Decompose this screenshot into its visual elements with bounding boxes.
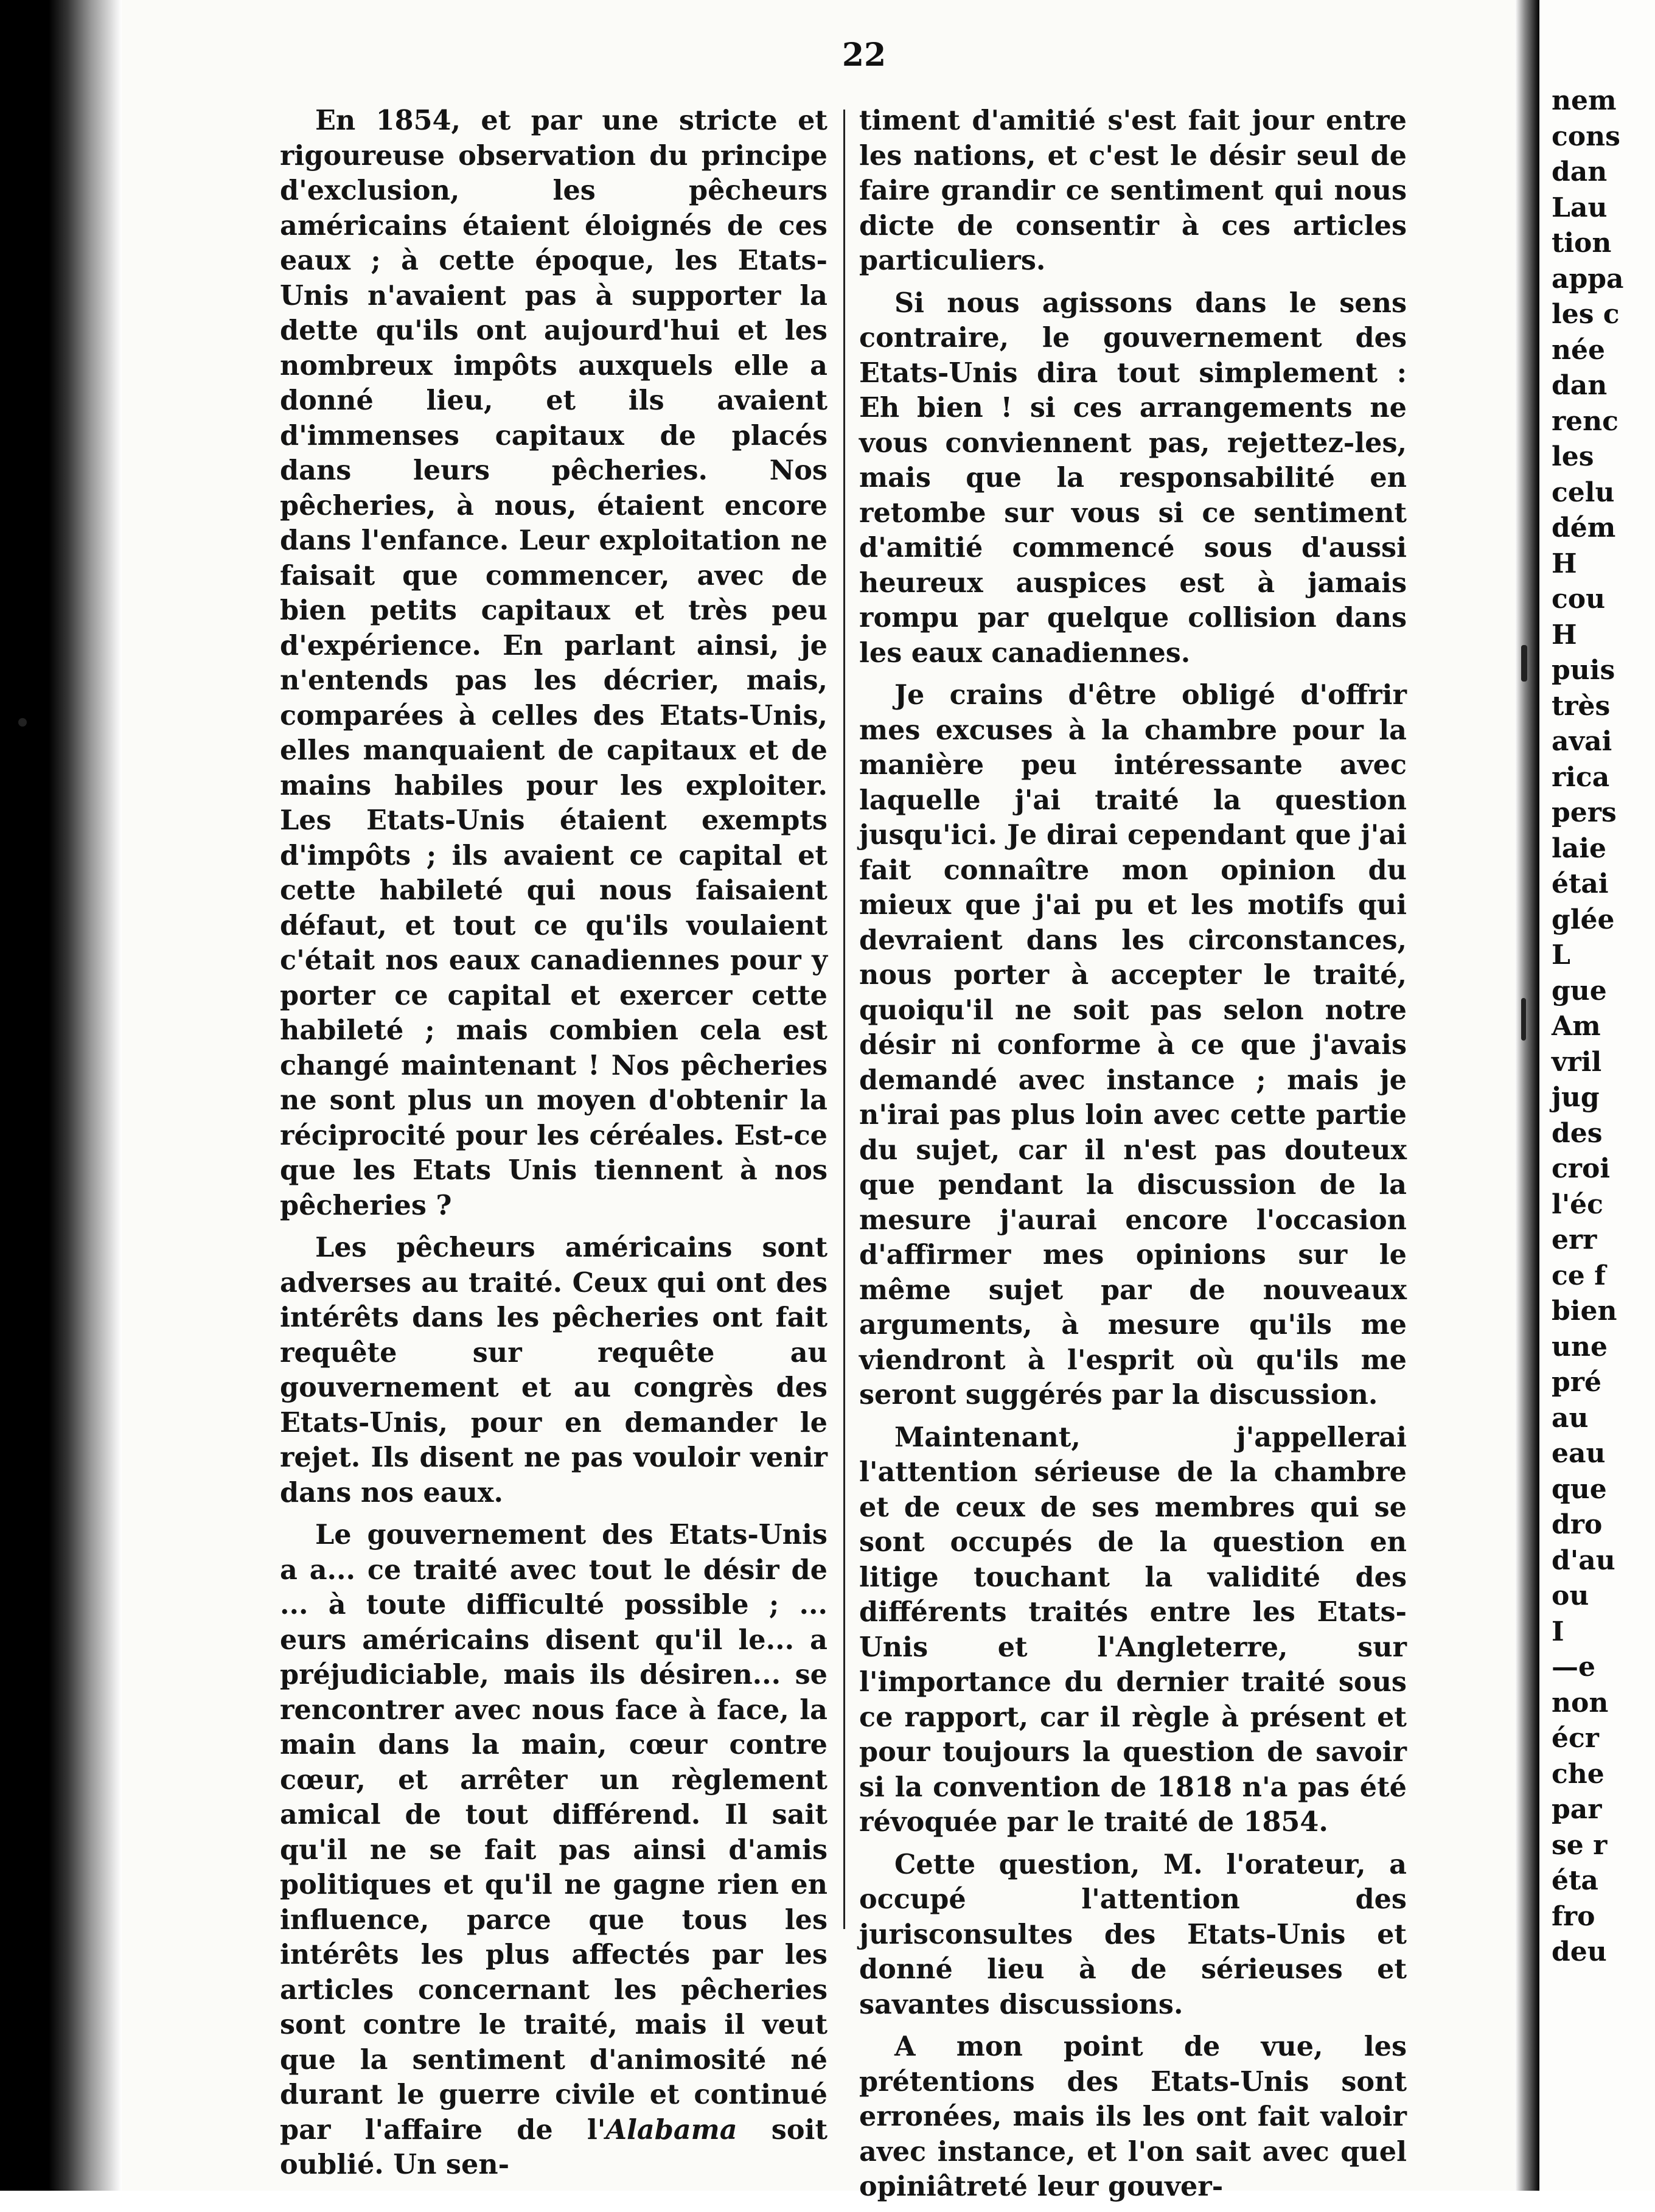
next-page-fragment: H	[1552, 548, 1577, 579]
next-page-fragment: née	[1552, 334, 1605, 366]
next-page-fragment: err	[1552, 1224, 1597, 1255]
right-paragraph-5: Cette question, M. l'orateur, a occupé l'attention des jurisconsultes des Etats-Unis et donné lieu à de sérieuses et savantes discussions.	[859, 1848, 1407, 2020]
next-page-fragment: dan	[1552, 370, 1608, 401]
next-page-fragment: eau	[1552, 1438, 1606, 1469]
next-page-fragment: renc	[1552, 405, 1618, 437]
next-page-fragment: puis	[1552, 655, 1615, 686]
left-paragraph-2: Les pêcheurs américains sont adverses au traité. Ceux qui ont des intérêts dans les pêcheries ont fait requête sur requête au gouvernement et au congrès des Etats-Unis, pour en demander le rejet. Ils disent ne pas vouloir venir dans nos eaux.	[280, 1232, 827, 1509]
next-page-fragment: au	[1552, 1402, 1589, 1434]
next-page-fragment: ce f	[1552, 1260, 1606, 1291]
next-page-fragment: dro	[1552, 1509, 1603, 1540]
next-page-fragment: écr	[1552, 1723, 1599, 1754]
next-page-fragment: par	[1552, 1794, 1602, 1825]
next-page-fragment: non	[1552, 1687, 1609, 1718]
next-page-fragment: cons	[1552, 120, 1620, 152]
next-page-fragment: croi	[1552, 1153, 1611, 1184]
next-page-fragment: que	[1552, 1473, 1607, 1505]
right-paragraph-1: timent d'amitié s'est fait jour entre les nations, et c'est le désir seul de faire grandir ce sentiment qui nous dicte de consentir à ces articles particuliers.	[859, 105, 1407, 276]
next-page-fragment: se r	[1552, 1829, 1608, 1861]
next-page-fragment: nem	[1552, 85, 1617, 116]
next-page-fragment: les	[1552, 441, 1594, 472]
scan-speck	[1521, 645, 1527, 682]
next-page-fragment: étai	[1552, 868, 1609, 899]
right-paragraph-2: Si nous agissons dans le sens contraire, le gouvernement des Etats-Unis dira tout simplement : Eh bien ! si ces arrangements ne vous conviennent pas, rejettez-les, mais que la responsabilité en retombe sur vous si ce sentiment d'amitié commencé sous d'aussi heureux auspices est à jamais rompu par quelque collision dans les eaux canadiennes.	[859, 287, 1407, 669]
page-fold-shadow	[1515, 0, 1539, 2191]
next-page-fragment: H	[1552, 619, 1577, 651]
scan-speck	[1521, 998, 1526, 1041]
left-paragraph-1: En 1854, et par une stricte et rigoureuse observation du principe d'exclusion, les pêcheurs américains étaient éloignés de ces eaux ; à cette époque, les Etats-Unis n'avaient pas à supporter la dette qu'ils ont aujourd'hui et les nombreux impôts auxquels elle a donné lieu, et ils avaient d'immenses capitaux de placés dans leurs pêcheries. Nos pêcheries, à nous, étaient encore dans l'enfance. Leur exploitation ne faisait que commencer, avec de bien petits capitaux et très peu d'expérience. En parlant ainsi, je n'entends pas les décrier, mais, comparées à celles des Etats-Unis, elles manquaient de capitaux et de mains habiles pour les exploiter. Les Etats-Unis étaient exempts d'impôts ; ils avaient ce capital et cette habileté qui nous faisaient défaut, et tout ce qu'ils voulaient c'était nos eaux canadiennes pour y porter ce capital et exercer cette habileté ; mais combien cela est changé maintenant ! Nos pêcheries ne sont plus un moyen d'obtenir la réciprocité pour les céréales. Est-ce que les Etats Unis tiennent à nos pêcheries ?	[280, 105, 827, 1221]
next-page-fragment: Lau	[1552, 192, 1608, 223]
next-page-fragment: fro	[1552, 1900, 1595, 1932]
left-column	[280, 103, 827, 2190]
next-page-fragment: glée	[1552, 904, 1615, 935]
right-column	[859, 103, 1407, 2212]
next-page-fragment: les c	[1552, 299, 1620, 330]
next-page-fragment: I	[1552, 1616, 1564, 1647]
next-page-fragment: gue	[1552, 975, 1607, 1007]
next-page-fragment: L	[1552, 940, 1570, 971]
next-page-fragment: —e	[1552, 1652, 1595, 1683]
right-paragraph-4: Maintenant, j'appellerai l'attention sérieuse de la chambre et de ceux de ses membres qui se sont occupés de la question en litige touchant la validité des différents traités entre les Etats-Unis et l'Angleterre, sur l'importance du dernier traité sous ce rapport, car il règle à présent et pour toujours la question de savoir si la convention de 1818 n'a pas été révoquée par le traité de 1854.	[859, 1421, 1407, 1838]
next-page-fragment: bien	[1552, 1296, 1617, 1327]
next-page-fragment: dém	[1552, 512, 1616, 543]
scan-speck	[18, 718, 27, 727]
next-page-edge	[1539, 0, 1655, 2191]
next-page-fragment: éta	[1552, 1865, 1598, 1896]
left-paragraph-3-text: Le gouvernement des Etats-Unis a a... ce traité avec tout le désir de ... à toute difficulté possible ; ... eurs américains disent qu'il le... a préjudiciable, mais ils désiren... se rencontrer avec nous face à face, la main dans la main, cœur contre cœur, et arrêter un règlement amical de tout différend. Il sait qu'il ne se fait pas ainsi d'amis politiques et qu'il ne gagne rien en influence, parce que tous les intérêts les plus affectés par les articles concernant les pêcheries sont contre le traité, mais il veut que la sentiment d'animosité né durant le guerre civile et continué par l'affaire de l'	[280, 1519, 827, 2146]
right-paragraph-3: Je crains d'être obligé d'offrir mes excuses à la chambre pour la manière peu intéressante avec laquelle j'ai traité la question jusqu'ici. Je dirai cependant que j'ai fait connaître mon opinion du mieux que j'ai pu et les motifs qui devraient dans les circonstances, nous porter à accepter le traité, quoiqu'il ne soit pas selon notre désir ni conforme à ce que j'avais demandé avec instance ; mais je n'irai pas plus loin avec cette partie du sujet, car il n'est pas douteux que pendant la discussion de la mesure j'aurai encore l'occasion d'affirmer mes opinions sur le même sujet par de nouveaux arguments, à mesure qu'ils me viendront à l'esprit où qu'ils me seront suggérés par la discussion.	[859, 679, 1407, 1411]
next-page-fragment: tion	[1552, 228, 1612, 259]
next-page-fragment: jug	[1552, 1082, 1600, 1113]
next-page-fragment: d'au	[1552, 1544, 1615, 1576]
page-number: 22	[841, 37, 887, 74]
italic-alabama: Alabama	[605, 2113, 737, 2146]
next-page-fragment: pers	[1552, 797, 1617, 828]
next-page-fragment: appa	[1552, 263, 1624, 295]
column-divider	[843, 110, 845, 1929]
next-page-fragment: dan	[1552, 156, 1608, 187]
next-page-fragment: ou	[1552, 1580, 1589, 1611]
next-page-fragment: laie	[1552, 832, 1606, 864]
next-page-fragment: pré	[1552, 1367, 1601, 1398]
next-page-fragment: des	[1552, 1117, 1603, 1149]
next-page-fragment: cou	[1552, 584, 1606, 615]
next-page-fragment: avai	[1552, 726, 1612, 757]
next-page-fragment: rica	[1552, 761, 1610, 793]
next-page-fragment: vril	[1552, 1046, 1602, 1078]
scan-left-border	[0, 0, 122, 2191]
next-page-fragment: deu	[1552, 1936, 1607, 1967]
next-page-fragment: Am	[1552, 1011, 1601, 1042]
left-paragraph-3-closing: soit oublié. Un sen-	[280, 2113, 828, 2180]
next-page-fragment: très	[1552, 690, 1611, 722]
right-paragraph-6: A mon point de vue, les prétentions des Etats-Unis sont erronées, mais ils les ont fait valoir avec instance, et l'on sait avec quel opiniâtreté leur gouver-	[859, 2031, 1407, 2202]
next-page-fragment: celu	[1552, 476, 1615, 508]
left-paragraph-3	[280, 1518, 827, 2183]
next-page-fragment: l'éc	[1552, 1188, 1603, 1220]
next-page-fragment: che	[1552, 1758, 1604, 1790]
next-page-fragment: une	[1552, 1331, 1608, 1362]
